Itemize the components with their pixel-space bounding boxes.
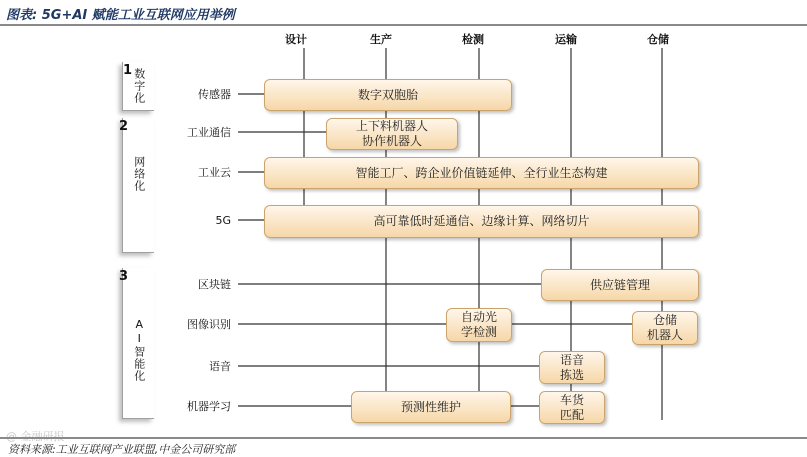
stage-2-number: 2: [119, 119, 129, 134]
stage-2-tab: [119, 118, 154, 253]
row-label-industrial-cloud: 工业云: [198, 166, 231, 179]
stage-3-tab: [119, 268, 154, 419]
box-optical-inspection: [446, 308, 512, 342]
box-cargo-matching: [539, 391, 605, 424]
box-optical-line2: 学检测: [460, 325, 497, 339]
stage-3-number: 3: [119, 269, 129, 284]
stage-1-label: 数字化: [132, 68, 146, 104]
column-label-warehouse: 仓储: [647, 33, 669, 46]
box-robots: [326, 118, 458, 150]
box-smart-factory: [264, 157, 699, 189]
box-digital-twin: [264, 79, 512, 111]
stage-1-tab: [122, 62, 154, 111]
stage-1-number: 1: [123, 63, 133, 78]
watermark: @ 金融研报: [6, 430, 65, 443]
bottom-rule: [0, 437, 807, 439]
box-cargo-line2: 匹配: [559, 407, 584, 422]
row-label-blockchain: 区块链: [198, 278, 231, 291]
box-robots-line1: 上下料机器人: [355, 119, 428, 133]
box-cargo-line1: 车货: [559, 392, 584, 407]
source-note: 资料来源:工业互联网产业联盟,中金公司研究部: [8, 443, 236, 456]
box-robots-line2: 协作机器人: [361, 134, 422, 148]
stage-3-label: AI智能化: [132, 318, 146, 382]
box-network-text: 高可靠低时延通信、边缘计算、网络切片: [373, 214, 590, 228]
figure-title: 图表: 5G+AI 赋能工业互联网应用举例: [6, 8, 235, 23]
box-digital-twin-text: 数字双胞胎: [357, 87, 418, 102]
row-label-sensor: 传感器: [198, 88, 231, 101]
stage-2-label: 网络化: [132, 156, 146, 192]
row-label-machine-learning: 机器学习: [187, 400, 231, 413]
box-voice-line2: 拣选: [559, 367, 584, 382]
row-label-5g: 5G: [215, 214, 231, 227]
box-predictive-maintenance: [351, 391, 511, 423]
box-voice-picking: [539, 351, 605, 384]
box-supply-chain: [541, 269, 699, 301]
box-voice-line1: 语音: [559, 352, 584, 367]
row-label-industrial-comm: 工业通信: [187, 126, 231, 139]
column-label-design: 设计: [285, 33, 307, 46]
row-label-voice: 语音: [209, 360, 231, 373]
box-optical-line1: 自动光: [460, 310, 497, 324]
column-label-inspection: 检测: [462, 33, 484, 46]
box-warehouse-line1: 仓储: [652, 313, 677, 327]
box-warehouse-robot: [632, 311, 698, 345]
box-smart-factory-text: 智能工厂、跨企业价值链延伸、全行业生态构建: [355, 165, 608, 180]
column-label-transport: 运输: [555, 33, 577, 46]
box-predictive-text: 预测性维护: [400, 399, 461, 414]
box-supply-chain-text: 供应链管理: [589, 277, 650, 292]
row-label-image-recognition: 图像识别: [187, 318, 231, 331]
box-warehouse-line2: 机器人: [646, 328, 683, 342]
column-label-production: 生产: [370, 33, 392, 46]
box-network: [264, 205, 699, 238]
